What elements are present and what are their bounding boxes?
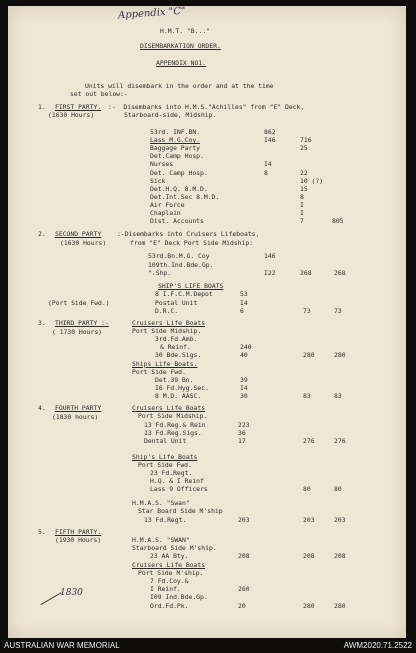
party-3-line: Port Side Midship. <box>132 327 202 336</box>
party-1-number: 1. <box>38 103 46 111</box>
party-3-strength: 40 <box>240 351 248 360</box>
party-4-subtotal: 203 <box>303 516 315 524</box>
party-3-line: Cruisers Life Boats <box>132 319 206 327</box>
party-1-subtotal: I <box>300 209 304 217</box>
party-1-unit: Lass M.G.Coy. <box>150 136 201 145</box>
party-4-line: Port Side Fwd. <box>138 461 192 469</box>
party-2-name: SECOND PARTY <box>55 230 102 238</box>
party-5-subtotal: 208 <box>303 552 315 561</box>
party-2-subtotal: 268 <box>300 269 312 277</box>
party-2-desc-1: :-Disembarks into Cruisers Lifeboats, <box>117 230 260 238</box>
party-5-total: 280 <box>334 601 346 610</box>
party-1-subtotal: 716 <box>300 136 312 145</box>
party-1-unit: Nurses <box>150 160 174 169</box>
party-5-line: I Reinf. <box>150 585 181 594</box>
party-2-unit: 53rd.Bn.M.G. Coy <box>148 252 210 260</box>
party-4-line: 13 Fd.Reg.Sigs. <box>144 429 202 437</box>
ships-boats-subtotal: 73 <box>303 307 311 315</box>
party-3-strength: 240 <box>240 343 252 352</box>
party-3-line: Det.39 Bn. <box>155 375 194 384</box>
party-4-line: Port Side Midship. <box>138 412 208 420</box>
party-4-subtotal: 80 <box>303 485 311 493</box>
ships-boats-strength: I4 <box>240 298 248 307</box>
party-4-line: 23 Fd.Regt. <box>150 469 193 477</box>
party-4-total: 276 <box>334 437 346 445</box>
party-4-line: Lass 9 Officers <box>150 485 208 493</box>
party-1-strength: I46 <box>264 136 276 145</box>
party-4-total: 203 <box>334 516 346 524</box>
party-3-line: Ships Life Boats. <box>132 359 198 368</box>
party-1-subtotal: 8 <box>300 192 304 201</box>
party-2-time: (1630 Hours) <box>60 239 107 247</box>
party-5-number: 5. <box>38 528 46 536</box>
party-5-strength: 20 <box>238 601 246 610</box>
party-3-strength: I4 <box>240 383 248 392</box>
party-1-strength: I4 <box>264 160 272 169</box>
party-3-line: & Reinf. <box>160 343 191 352</box>
party-5-line: Ord.Fd.Pk. <box>150 601 189 610</box>
ships-boats-unit: Postal Unit <box>155 298 198 307</box>
party-1-subtotal: 15 <box>300 184 308 193</box>
party-1-subtotal: 25 <box>300 144 308 153</box>
party-3-line: I6 Fd.Hyg.Sec. <box>155 383 209 392</box>
party-4-line: H.Q. & I Reinf <box>150 477 204 485</box>
party-1-unit: 53rd. INF.BN. <box>150 128 201 136</box>
party-1-unit: Det.Int.Sec 8.M.D. <box>150 192 220 201</box>
ships-boats-unit: 8 I.F.C.M.Depot <box>155 290 213 298</box>
party-5-strength: 260 <box>238 585 250 594</box>
party-3-name: THIRD PARTY :- <box>55 319 109 327</box>
party-2-unit: 109th.Ind.Bde.Gp. <box>148 260 214 269</box>
party-3-subtotal: 83 <box>303 391 311 400</box>
document-title: DISEMBARKATION ORDER. <box>140 42 221 50</box>
party-2-strength: I22 <box>264 269 276 277</box>
party-4-strength: 17 <box>238 437 246 445</box>
party-1-subtotal: 7 <box>300 217 304 226</box>
ships-boats-strength: 6 <box>240 307 244 315</box>
ship-line: H.M.T. "B..." <box>160 27 211 35</box>
party-4-name: FOURTH PARTY <box>55 404 102 412</box>
party-5-strength: 208 <box>238 552 250 561</box>
party-3-number: 3. <box>38 319 46 327</box>
party-3-line: 8 M.D. AASC. <box>155 391 202 400</box>
party-3-total: 83 <box>334 391 342 400</box>
party-4-line: Ship's Life Boats <box>132 453 198 461</box>
party-4-subtotal: 276 <box>303 437 315 445</box>
party-1-time: (1630 Hours) <box>48 111 95 119</box>
party-1-unit: Dist. Accounts <box>150 217 204 226</box>
party-2-strength: 146 <box>264 252 276 260</box>
party-5-name: FIFTH PARTY. <box>55 528 102 536</box>
intro-line-1: Units will disembark in the order and at the time <box>85 82 274 90</box>
party-4-line: 13 Fd.Regt. <box>144 516 187 524</box>
footer-reference: AWM2020.71.2522 <box>343 641 412 650</box>
party-5-line: Cruisers Life Boats <box>132 560 206 569</box>
party-4-total: 80 <box>334 485 342 493</box>
party-4-strength: 36 <box>238 429 246 437</box>
party-4-number: 4. <box>38 404 46 412</box>
party-2-number: 2. <box>38 230 46 238</box>
party-1-unit: Chaplain <box>150 209 181 217</box>
party-5-subtotal: 280 <box>303 601 315 610</box>
ships-boats-unit: D.R.C. <box>155 307 179 315</box>
ships-boats-total: 73 <box>334 307 342 315</box>
party-1-unit: Sick <box>150 176 166 185</box>
party-3-line: 3rd.Fd.Amb. <box>155 335 198 344</box>
party-4-strength: 223 <box>238 421 250 429</box>
party-3-strength: 30 <box>240 391 248 400</box>
party-1-unit: Det. Camp Hosp. <box>150 168 208 177</box>
party-4-line: Dental Unit <box>144 437 187 445</box>
party-1-strength: 862 <box>264 128 276 136</box>
party-3-time: ( 1730 Hours) <box>52 328 103 336</box>
party-1-name: FIRST PARTY. <box>55 103 102 111</box>
party-3-line: Port Side Fwd. <box>132 367 186 376</box>
party-4-line: Cruisers Life Boats <box>132 404 206 412</box>
appendix-heading: APPENDIX NO1. <box>156 59 207 67</box>
footer-archive: AUSTRALIAN WAR MEMORIAL <box>4 641 120 650</box>
party-5-line: 7 Fd.Coy.& <box>150 577 189 585</box>
party-4-time: (1830 hours) <box>52 413 99 421</box>
party-5-line: I09 Ind.Bde.Gp. <box>150 593 208 602</box>
party-1-unit: Air Force <box>150 200 185 209</box>
party-2-desc-2: from "E" Deck Port Side Midship: <box>130 239 254 247</box>
party-5-line: Starboard Side M'ship. <box>132 544 217 553</box>
party-1-desc-2: Starboard-side, Midship. <box>124 111 217 119</box>
party-1-total: 805 <box>332 217 344 226</box>
party-4-line: H.M.A.S. "Swan" <box>132 499 190 507</box>
party-1-unit: Baggage Party <box>150 144 201 153</box>
appendix-annotation: Appendix "C" <box>117 5 186 22</box>
party-1-subtotal: I <box>300 200 304 209</box>
party-5-total: 208 <box>334 552 346 561</box>
ships-boats-strength: 53 <box>240 290 248 298</box>
party-5-line: H.M.A.S. "SWAN" <box>132 536 190 544</box>
party-2-total: 268 <box>334 269 346 277</box>
party-5-line: 23 AA Bty. <box>150 552 189 561</box>
ships-boats-title: SHIP'S LIFE BOATS <box>158 282 224 290</box>
party-4-line: 13 Fd.Reg.& Rein <box>144 421 206 429</box>
intro-line-2: set out below:- <box>70 90 128 98</box>
party-3-subtotal: 280 <box>303 351 315 360</box>
party-3-total: 280 <box>334 351 346 360</box>
party-2-unit: ".Shp. <box>148 269 172 277</box>
handwritten-time: 1830 <box>60 588 83 598</box>
party-3-line: 30 Bde.Sigs. <box>155 351 202 360</box>
party-3-strength: 39 <box>240 375 248 384</box>
party-1-subtotal: 22 <box>300 168 308 177</box>
party-4-strength: 203 <box>238 516 250 524</box>
party-1-unit: Det.Camp Hosp. <box>150 152 204 161</box>
ships-boats-side: (Port Side Fwd.) <box>48 299 110 307</box>
party-5-time: (1930 Hours) <box>55 536 102 544</box>
party-4-line: Star Board Side M'ship <box>138 507 223 515</box>
party-1-desc-1: :- Disembarks into H.M.S."Achilles" from "E" Deck, <box>108 103 305 111</box>
party-5-line: Port Side M'ship. <box>138 568 204 577</box>
party-1-unit: Det.H.Q. 8.M.D. <box>150 184 208 193</box>
party-1-subtotal: 10 (?) <box>300 176 324 185</box>
party-1-strength: 8 <box>264 168 268 177</box>
